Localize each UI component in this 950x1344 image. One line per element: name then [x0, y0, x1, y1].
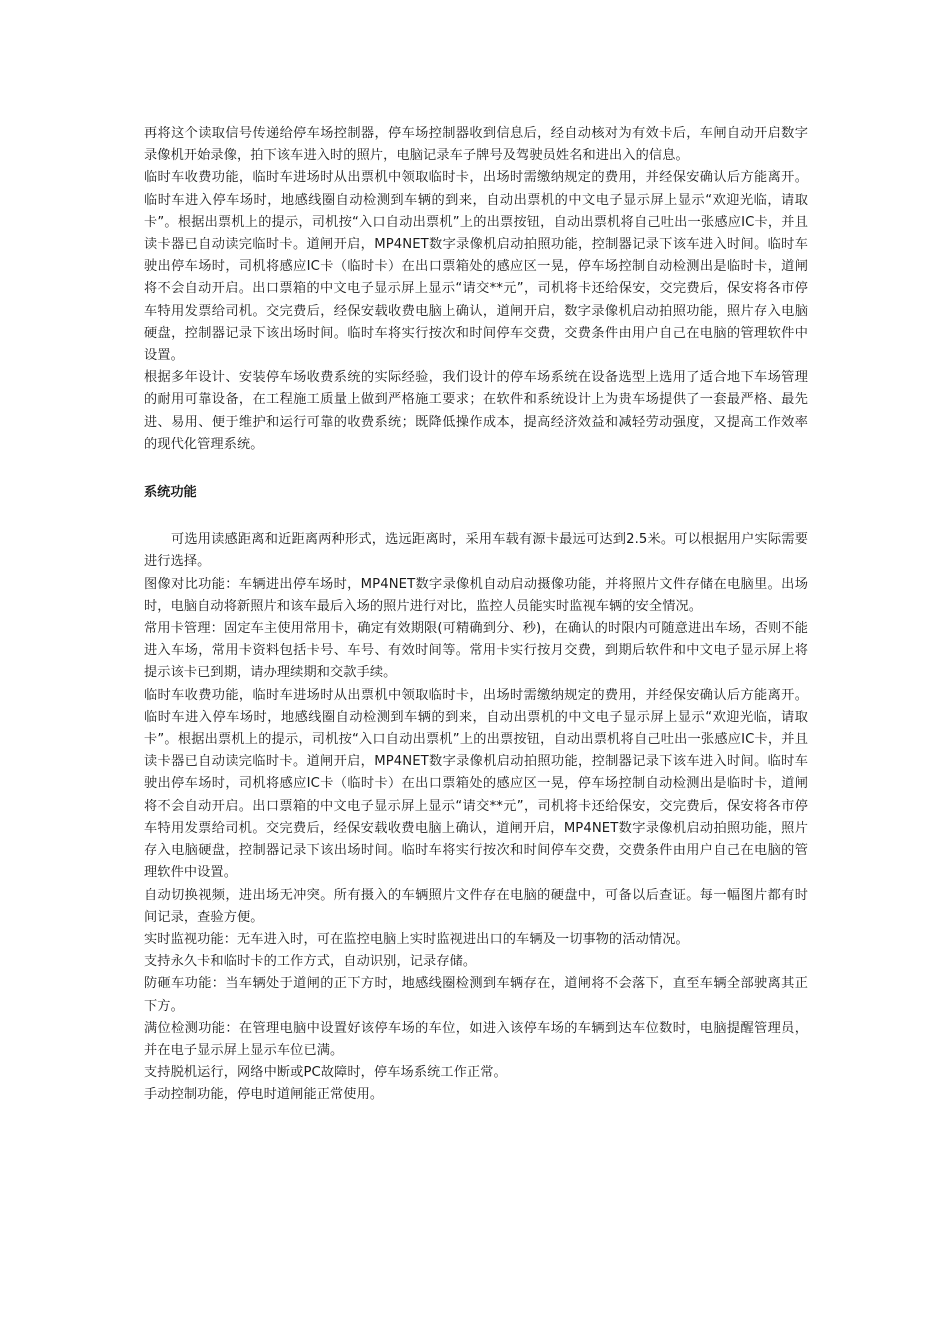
intro-paragraph-3: 根据多年设计、安装停车场收费系统的实际经验，我们设计的停车场系统在设备选型上选用了适合地下车场管理的耐用可靠设备，在工程施工质量上做到严格施工要求；在软件和系统设计上为贵车场提供了一套最严格、最先进、易用、便于维护和运行可靠的收费系统；既降低操作成本，提高经济效益和减轻劳动强度，又提高工作效率的现代化管理系统。 — [144, 370, 808, 452]
feature-paragraph-card-modes: 支持永久卡和临时卡的工作方式，自动识别，记录存储。 — [144, 954, 477, 970]
feature-paragraph-manual-control: 手动控制功能，停电时道闸能正常使用。 — [144, 1087, 384, 1103]
feature-paragraph-full-detect: 满位检测功能：在管理电脑中设置好该停车场的车位，如进入该停车场的车辆到达车位数时，电脑提醒管理员，并在电子显示屏上显示车位已满。 — [144, 1020, 808, 1058]
feature-paragraph-regular-card: 常用卡管理：固定车主使用常用卡，确定有效期限(可精确到分、秒)，在确认的时限内可随意进出车场，否则不能进入车场，常用卡资料包括卡号、车号、有效时间等。常用卡实行按月交费，到期后软件和中文电子显示屏上将提示该卡已到期，请办理续期和交款手续。 — [144, 621, 808, 681]
document-page — [144, 123, 808, 1107]
intro-paragraph-2: 临时车收费功能，临时车进场时从出票机中领取临时卡，出场时需缴纳规定的费用，并经保安确认后方能离开。临时车进入停车场时，地感线圈自动检测到车辆的到来，自动出票机的中文电子显示屏上显示“欢迎光临，请取卡”。根据出票机上的提示，司机按“入口自动出票机”上的出票按钮，自动出票机将自己吐出一张感应IC卡，并且读卡器已自动读完临时卡。道闸开启，MP4NET数字录像机启动拍照功能，控制器记录下该车进入时间。临时车驶出停车场时，司机将感应IC卡（临时卡）在出口票箱处的感应区一晃，停车场控制自动检测出是临时卡，道闸将不会自动开启。出口票箱的中文电子显示屏上显示“请交**元”，司机将卡还给保安，交完费后，保安将各市停车特用发票给司机。交完费后，经保安载收费电脑上确认，道闸开启，数字录像机启动拍照功能，照片存入电脑硬盘，控制器记录下该出场时间。临时车将实行按次和时间停车交费，交费条件由用户自己在电脑的管理软件中设置。 — [144, 170, 808, 364]
feature-paragraph-image-compare: 图像对比功能：车辆进出停车场时，MP4NET数字录像机自动启动摄像功能，并将照片文件存储在电脑里。出场时，电脑自动将新照片和该车最后入场的照片进行对比，监控人员能实时监视车辆的安全情况。 — [144, 576, 808, 614]
intro-paragraph-1: 再将这个读取信号传递给停车场控制器，停车场控制器收到信息后，经自动核对为有效卡后，车闸自动开启数字录像机开始录像，拍下该车进入时的照片，电脑记录车子牌号及驾驶员姓名和进出入的信息。 — [144, 126, 808, 164]
feature-paragraph-temporary-car: 临时车收费功能，临时车进场时从出票机中领取临时卡，出场时需缴纳规定的费用，并经保安确认后方能离开。临时车进入停车场时，地感线圈自动检测到车辆的到来，自动出票机的中文电子显示屏上显示“欢迎光临，请取卡”。根据出票机上的提示，司机按“入口自动出票机”上的出票按钮，自动出票机将自己吐出一张感应IC卡，并且读卡器已自动读完临时卡。道闸开启，MP4NET数字录像机启动拍照功能，控制器记录下该车进入时间。临时车驶出停车场时，司机将感应IC卡（临时卡）在出口票箱处的感应区一晃，停车场控制自动检测出是临时卡，道闸将不会自动开启。出口票箱的中文电子显示屏上显示“请交**元”，司机将卡还给保安，交完费后，保安将各市停车特用发票给司机。交完费后，经保安载收费电脑上确认，道闸开启，MP4NET数字录像机启动拍照功能，照片存入电脑硬盘，控制器记录下该出场时间。临时车将实行按次和时间停车交费，交费条件由用户自己在电脑的管理软件中设置。 — [144, 687, 808, 881]
feature-paragraph-offline: 支持脱机运行，网络中断或PC故障时，停车场系统工作正常。 — [144, 1065, 507, 1081]
section-title: 系统功能 — [144, 485, 197, 501]
feature-paragraph-anti-smash: 防砸车功能：当车辆处于道闸的正下方时，地感线圈检测到车辆存在，道闸将不会落下，直至车辆全部驶离其正下方。 — [144, 976, 808, 1014]
feature-paragraph-video-switch: 自动切换视频，进出场无冲突。所有摄入的车辆照片文件存在电脑的硬盘中，可备以后查证。每一幅图片都有时间记录，查验方便。 — [144, 887, 808, 925]
feature-paragraph-realtime-monitor: 实时监视功能：无车进入时，可在监控电脑上实时监视进出口的车辆及一切事物的活动情况。 — [144, 931, 689, 947]
section-indented-paragraph: 可选用读感距离和近距离两种形式，选远距离时，采用车载有源卡最远可达到2.5米。可以根据用户实际需要进行选择。 — [144, 532, 808, 570]
